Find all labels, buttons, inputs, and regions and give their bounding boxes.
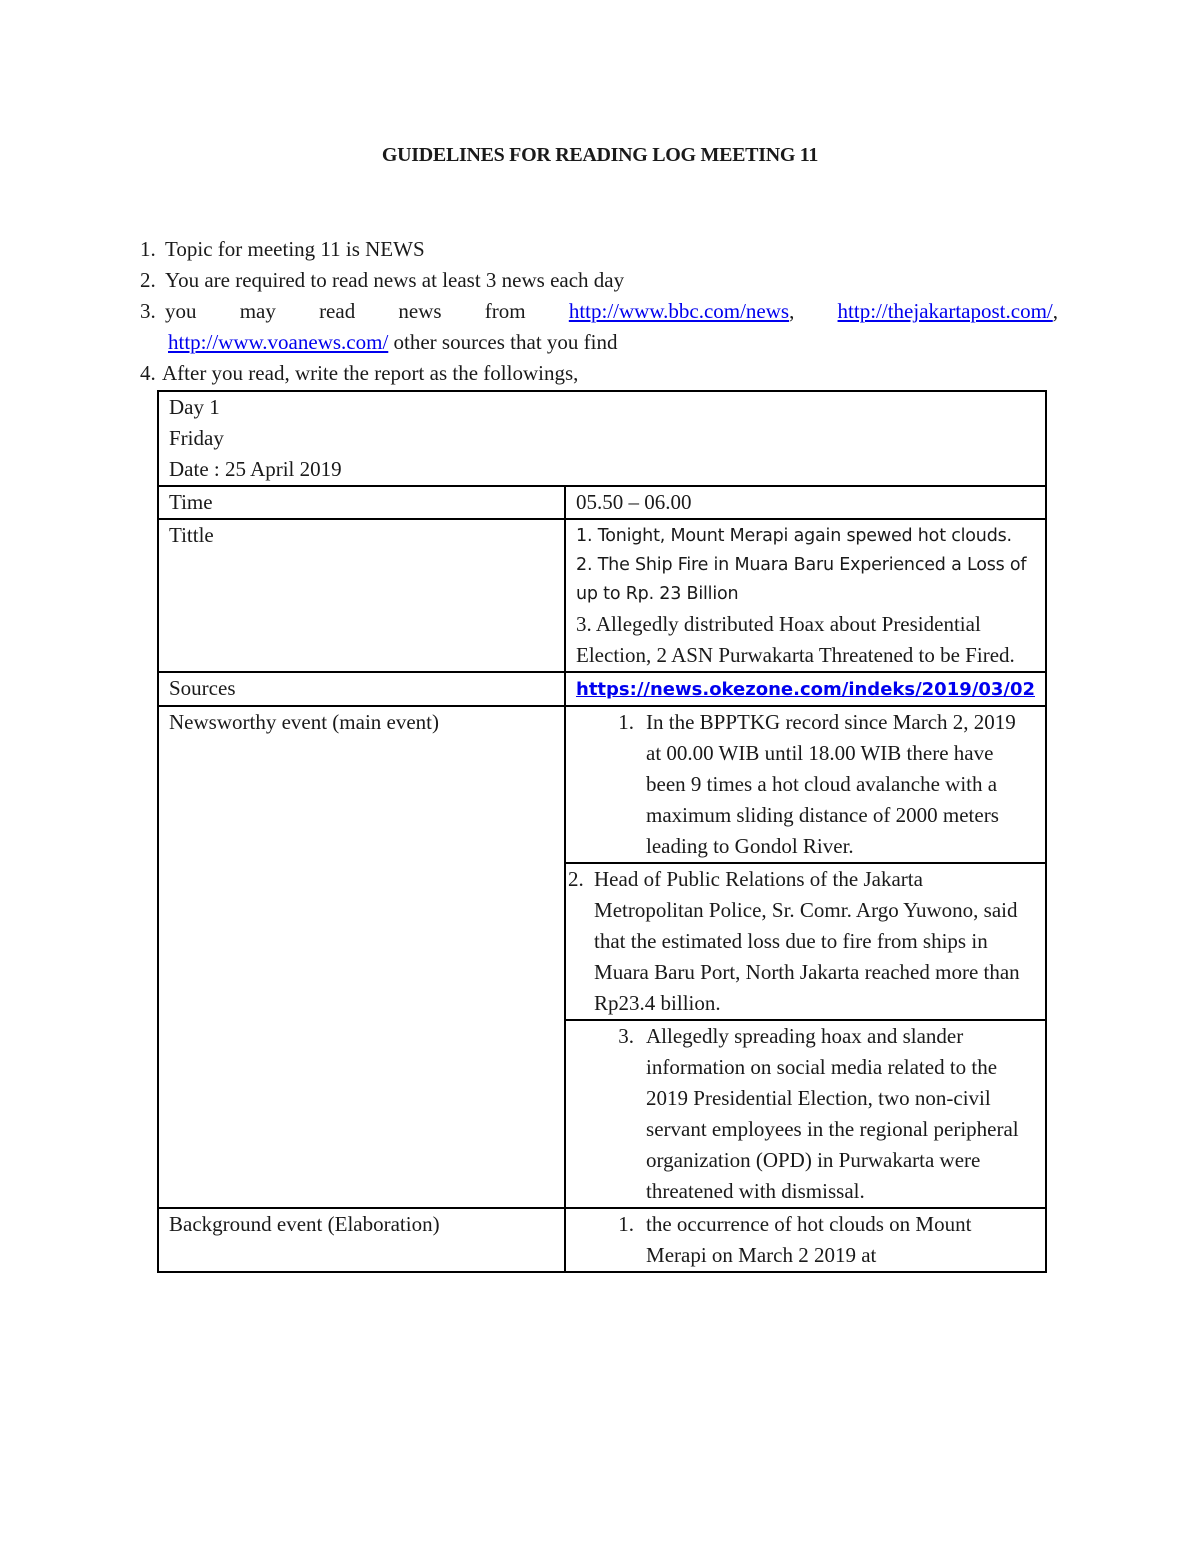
sources-value [565,672,1046,706]
sources-label: Sources [158,672,565,706]
time-value: 05.50 – 06.00 [565,486,1046,519]
table-row [158,486,1046,519]
background-item: 1. the occurrence of hot clouds on Mount Merapi on March 2 2019 at [565,1208,1046,1272]
table-row [158,391,1046,486]
report-table [157,390,1047,1273]
list-item: 2. The Ship Fire in Muara Baru Experienced a Loss of up to Rp. 23 Billion [576,555,1027,604]
table-row [158,1208,1046,1272]
newsworthy-item: 3. Allegedly spreading hoax and slander information on social media related to the 2019 Presidential Election, two non-civil servant employees in the regional peripheral organization (OPD) in Purwakarta were threatened with dismissal. [565,1020,1046,1208]
list-item: 3. you may read news from http://www.bbc.com/news, http://thejakartapost.com/, [140,299,1058,323]
list-item: 4. After you read, write the report as the followings, [140,361,579,385]
title-label: Tittle [158,519,565,672]
list-item: 2. You are required to read news at least 3 news each day [140,268,625,292]
table-row [158,706,1046,863]
link-jakartapost[interactable]: http://thejakartapost.com/ [837,299,1053,323]
list-item-continuation: http://www.voanews.com/ other sources that you find [168,330,618,354]
source-link[interactable]: https://news.okezone.com/indeks/2019/03/02 [576,679,1035,700]
table-row [158,519,1046,672]
link-voanews[interactable]: http://www.voanews.com/ [168,330,389,354]
list-item: 1. Tonight, Mount Merapi again spewed hot clouds. [576,526,1012,546]
title-value [565,519,1046,672]
newsworthy-item: 2. Head of Public Relations of the Jakarta Metropolitan Police, Sr. Comr. Argo Yuwono, said that the estimated loss due to fire from ships in Muara Baru Port, North Jakarta reached more than Rp23.4 billion. [565,863,1046,1020]
background-label: Background event (Elaboration) [158,1208,565,1272]
newsworthy-label: Newsworthy event (main event) [158,706,565,1208]
newsworthy-item: 1. In the BPPTKG record since March 2, 2019 at 00.00 WIB until 18.00 WIB there have been 9 times a hot cloud avalanche with a maximum sliding distance of 2000 meters leading to Gondol River. [565,706,1046,863]
list-item: 3. Allegedly distributed Hoax about Presidential Election, 2 ASN Purwakarta Threatened to be Fired. [576,612,1015,667]
page-title: GUIDELINES FOR READING LOG MEETING 11 [381,144,819,166]
table-row [158,672,1046,706]
time-label: Time [158,486,565,519]
link-bbc[interactable]: http://www.bbc.com/news [568,299,790,323]
day-header-cell: Day 1 Friday Date : 25 April 2019 [158,391,1046,486]
list-item: 1. Topic for meeting 11 is NEWS [140,237,425,261]
